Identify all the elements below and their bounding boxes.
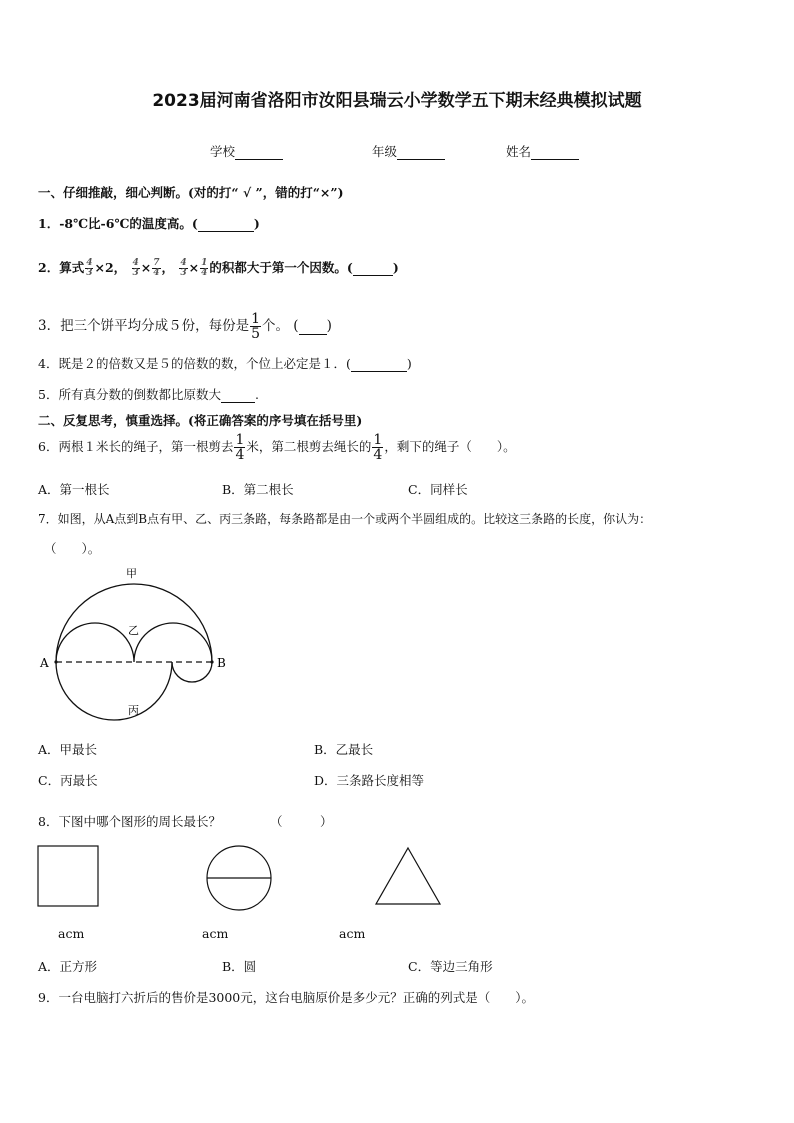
q3-fraction: $\frac{1}{5}$ bbox=[251, 311, 261, 342]
label-jia: 甲 bbox=[126, 567, 137, 580]
q7-line-1: 7．如图，从A点到B点有甲、乙、丙三条路，每条路都是由一个或两个半圆组成的。比较这三条路的长度，你认为： bbox=[38, 512, 652, 526]
q1-text: 1．-8℃比-6℃的温度高。( bbox=[38, 216, 198, 231]
q8-option-c[interactable]: C．等边三角形 bbox=[408, 959, 493, 974]
q2-answer-blank[interactable] bbox=[353, 260, 393, 276]
q2-fraction-1: $\frac{4}{3}$ bbox=[86, 258, 93, 278]
school-field bbox=[210, 142, 283, 160]
q2-fraction-2: $\frac{4}{3}$ bbox=[132, 258, 139, 278]
q7-line-2: （ ）。 bbox=[44, 541, 101, 556]
q4-answer-blank[interactable] bbox=[351, 356, 407, 372]
q3-suffix: 个。 ( bbox=[262, 318, 299, 334]
q2-part-4: × bbox=[188, 260, 200, 275]
q8-label-square: acm bbox=[58, 926, 85, 941]
path-bing-small bbox=[172, 662, 212, 682]
question-5 bbox=[38, 385, 259, 403]
question-1 bbox=[38, 214, 260, 232]
q4-close: ) bbox=[406, 356, 412, 371]
name-blank[interactable] bbox=[531, 144, 579, 160]
q2-fraction-3: $\frac{7}{4}$ bbox=[153, 258, 160, 278]
q6-option-c[interactable]: C．同样长 bbox=[408, 482, 468, 497]
question-3 bbox=[38, 312, 332, 341]
path-jia bbox=[56, 584, 212, 662]
q6-mid: 米，第二根剪去绳长的 bbox=[246, 439, 372, 454]
q2-part-2: × bbox=[140, 260, 152, 275]
q3-close: ) bbox=[326, 318, 332, 334]
section-2-heading: 二、反复思考，慎重选择。(将正确答案的序号填在括号里) bbox=[38, 413, 363, 428]
triangle-shape bbox=[376, 848, 440, 904]
q5-answer-blank[interactable] bbox=[221, 387, 255, 403]
section-1-heading: 一、仔细推敲，细心判断。(对的打“ √ ”，错的打“×”) bbox=[38, 185, 344, 200]
q7-option-c[interactable]: C．丙最长 bbox=[38, 773, 98, 788]
q6-prefix: 6．两根１米长的绳子，第一根剪去 bbox=[38, 439, 234, 454]
q8-triangle bbox=[372, 846, 444, 908]
q8-label-triangle: acm bbox=[339, 926, 366, 941]
q6-fraction-1: $\frac{1}{4}$ bbox=[235, 432, 245, 463]
q6-fraction-2: $\frac{1}{4}$ bbox=[373, 432, 383, 463]
q5-end: . bbox=[254, 387, 259, 402]
q2-fraction-4: $\frac{4}{3}$ bbox=[180, 258, 187, 278]
square-shape bbox=[38, 846, 98, 906]
grade-blank[interactable] bbox=[397, 144, 445, 160]
q7-option-d[interactable]: D．三条路长度相等 bbox=[314, 773, 425, 788]
q3-prefix: 3．把三个饼平均分成５份，每份是 bbox=[38, 318, 250, 334]
q6-suffix: ，剩下的绳子（ ）。 bbox=[384, 439, 516, 454]
q7-option-a[interactable]: A．甲最长 bbox=[38, 742, 98, 757]
q5-text: 5．所有真分数的倒数都比原数大 bbox=[38, 387, 221, 402]
q2-suffix: 的积都大于第一个因数。( bbox=[209, 260, 353, 275]
question-9: 9．一台电脑打六折后的售价是3000元，这台电脑原价是多少元？正确的列式是（ ）。 bbox=[38, 990, 535, 1005]
name-field bbox=[506, 142, 579, 160]
question-2 bbox=[38, 258, 399, 278]
question-8 bbox=[38, 812, 221, 830]
q4-text: 4．既是２的倍数又是５的倍数的数，个位上必定是１．( bbox=[38, 356, 351, 371]
q8-answer-paren[interactable]: （ ） bbox=[270, 814, 333, 829]
q8-option-a[interactable]: A．正方形 bbox=[38, 959, 98, 974]
label-yi: 乙 bbox=[128, 624, 139, 637]
point-a bbox=[54, 660, 57, 663]
school-blank[interactable] bbox=[235, 144, 283, 160]
q6-option-b[interactable]: B．第二根长 bbox=[222, 482, 294, 497]
q1-close: ) bbox=[253, 216, 260, 231]
grade-field bbox=[372, 142, 445, 160]
question-4 bbox=[38, 354, 412, 372]
path-bing-large bbox=[56, 662, 172, 720]
q8-square bbox=[36, 844, 102, 908]
q8-text: 8．下图中哪个图形的周长最长？ bbox=[38, 814, 221, 829]
name-label: 姓名 bbox=[506, 144, 532, 159]
label-bing: 丙 bbox=[128, 704, 139, 717]
q8-option-b[interactable]: B．圆 bbox=[222, 959, 257, 974]
q1-answer-blank[interactable] bbox=[198, 216, 254, 232]
q3-answer-blank[interactable] bbox=[299, 318, 327, 335]
q2-fraction-5: $\frac{1}{4}$ bbox=[201, 258, 208, 278]
school-label: 学校 bbox=[210, 144, 236, 159]
q8-label-circle: acm bbox=[202, 926, 229, 941]
point-b bbox=[210, 660, 213, 663]
q2-part-1: ×2， bbox=[94, 260, 127, 275]
q2-close: ) bbox=[392, 260, 399, 275]
label-a: A bbox=[40, 656, 49, 670]
question-6 bbox=[38, 433, 516, 462]
q6-option-a[interactable]: A．第一根长 bbox=[38, 482, 110, 497]
q2-prefix: 2．算式 bbox=[38, 260, 85, 275]
q2-part-3: ， bbox=[161, 260, 175, 275]
q7-option-b[interactable]: B．乙最长 bbox=[314, 742, 374, 757]
label-b: B bbox=[217, 656, 226, 670]
page-title: 2023届河南省洛阳市汝阳县瑞云小学数学五下期末经典模拟试题 bbox=[152, 91, 642, 111]
q8-circle bbox=[204, 844, 274, 912]
q7-semicircle-figure bbox=[36, 564, 236, 722]
grade-label: 年级 bbox=[372, 144, 398, 159]
